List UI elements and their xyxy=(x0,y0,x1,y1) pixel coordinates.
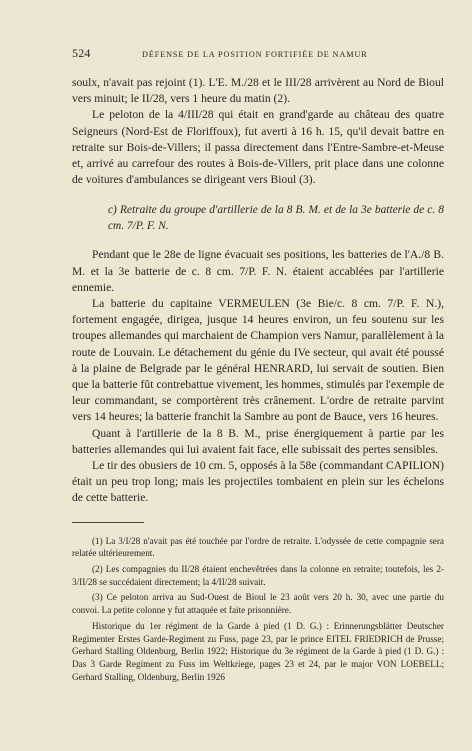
page-number: 524 xyxy=(72,46,91,60)
section-title: Retraite du groupe d'artillerie de la 8 B. M. et de la 3e batterie de c. 8 cm. 7/P. F. N. xyxy=(108,204,444,233)
footnotes xyxy=(72,535,444,684)
section-label: c) xyxy=(108,204,117,217)
paragraph: Pendant que le 28e de ligne évacuait ses positions, les batteries de l'A./8 B. M. et la 3e batterie de c. 8 cm. 7/P. F. N. étaient accablées par l'artillerie ennemie. xyxy=(72,248,444,294)
main-text xyxy=(72,75,444,507)
page-header xyxy=(72,46,444,60)
footnote: (3) Ce peloton arriva au Sud-Ouest de Bioul le 23 août vers 20 h. 30, avec une partie du convoi. La petite colonne y fut attaquée et faite prisonnière. xyxy=(72,592,444,616)
footnote: (1) La 3/I/28 n'avait pas été touchée par l'ordre de retraite. L'odyssée de cette compagnie sera relatée ultérieurement. xyxy=(72,535,444,559)
footnote-separator xyxy=(72,522,144,523)
paragraph: Le peloton de la 4/III/28 qui était en grand'garde au château des quatre Seigneurs (Nord-Est de Floriffoux), fut averti à 16 h. 15, qu'il devait battre en retraite sur Bois-de-Villers; il passa directement dans l'Entre-Sambre-et-Meuse et, arrivé au carrefour des routes à Bois-de-Villers, prit place dans une colonne de voitures d'ambulances se dirigeant vers Bioul (3). xyxy=(72,108,444,187)
footnote-sources: Historique du 1er régiment de la Garde à pied (1 D. G.) : Erinnerungsblätter Deutscher Regimenter Erstes Garde-Regiment zu Fuss, page 23, par le prince EITEL FRIEDRICH de Prusse; Gerhard Stalling Oldenburg, Berlin 1922; Historique du 3e régiment de la Garde à pied (1 D. G.) : Das 3 Garde Regiment zu Fuss im Weltkriege, pages 23 et 24, par le major VON LOEBELL; Gerhard Stalling, Oldenburg, Berlin 1926 xyxy=(72,620,444,682)
section-heading xyxy=(108,202,444,234)
footnote: (2) Les compagnies du II/28 étaient enchevêtrées dans la colonne en retraite; toutefois, les 2-3/II/28 se succédaient directement; la 4/II/28 suivait. xyxy=(72,564,444,587)
paragraph: La batterie du capitaine VERMEULEN (3e Bie/c. 8 cm. 7/P. F. N.), fortement engagée, dirigea, jusque 14 heures environ, un feu soutenu sur les troupes allemandes qui marchaient de Champion vers Namur, parallèlement à la route de Louvain. Le détachement du génie du IVe secteur, qui avait été poussé à la plaine de Belgrade par le général HENRARD, lui servait de soutien. Bien que la batterie fût contrebattue vivement, les hommes, stimulés par l'exemple de leur commandant, se comportèrent très crânement. L'ordre de retraite parvint vers 14 heures; la batterie franchit la Sambre au pont de Bauce, vers 16 heures. xyxy=(72,297,445,424)
paragraph: Le tir des obusiers de 10 cm. 5, opposés à la 58e (commandant CAPILION) était un peu trop long; mais les projectiles tombaient en plein sur les échelons de cette batterie. xyxy=(72,459,444,505)
running-title: DÉFENSE DE LA POSITION FORTIFIÉE DE NAMUR xyxy=(142,50,368,59)
paragraph: Quant à l'artillerie de la 8 B. M., prise énergiquement à partie par les batteries allemandes qui lui avaient fait face, elle subissait des pertes sensibles. xyxy=(72,426,444,456)
paragraph-continuation: soulx, n'avait pas rejoint (1). L'E. M./28 et le III/28 arrivèrent au Nord de Bioul vers minuit; le II/28, vers 1 heure du matin (2). xyxy=(72,76,444,106)
